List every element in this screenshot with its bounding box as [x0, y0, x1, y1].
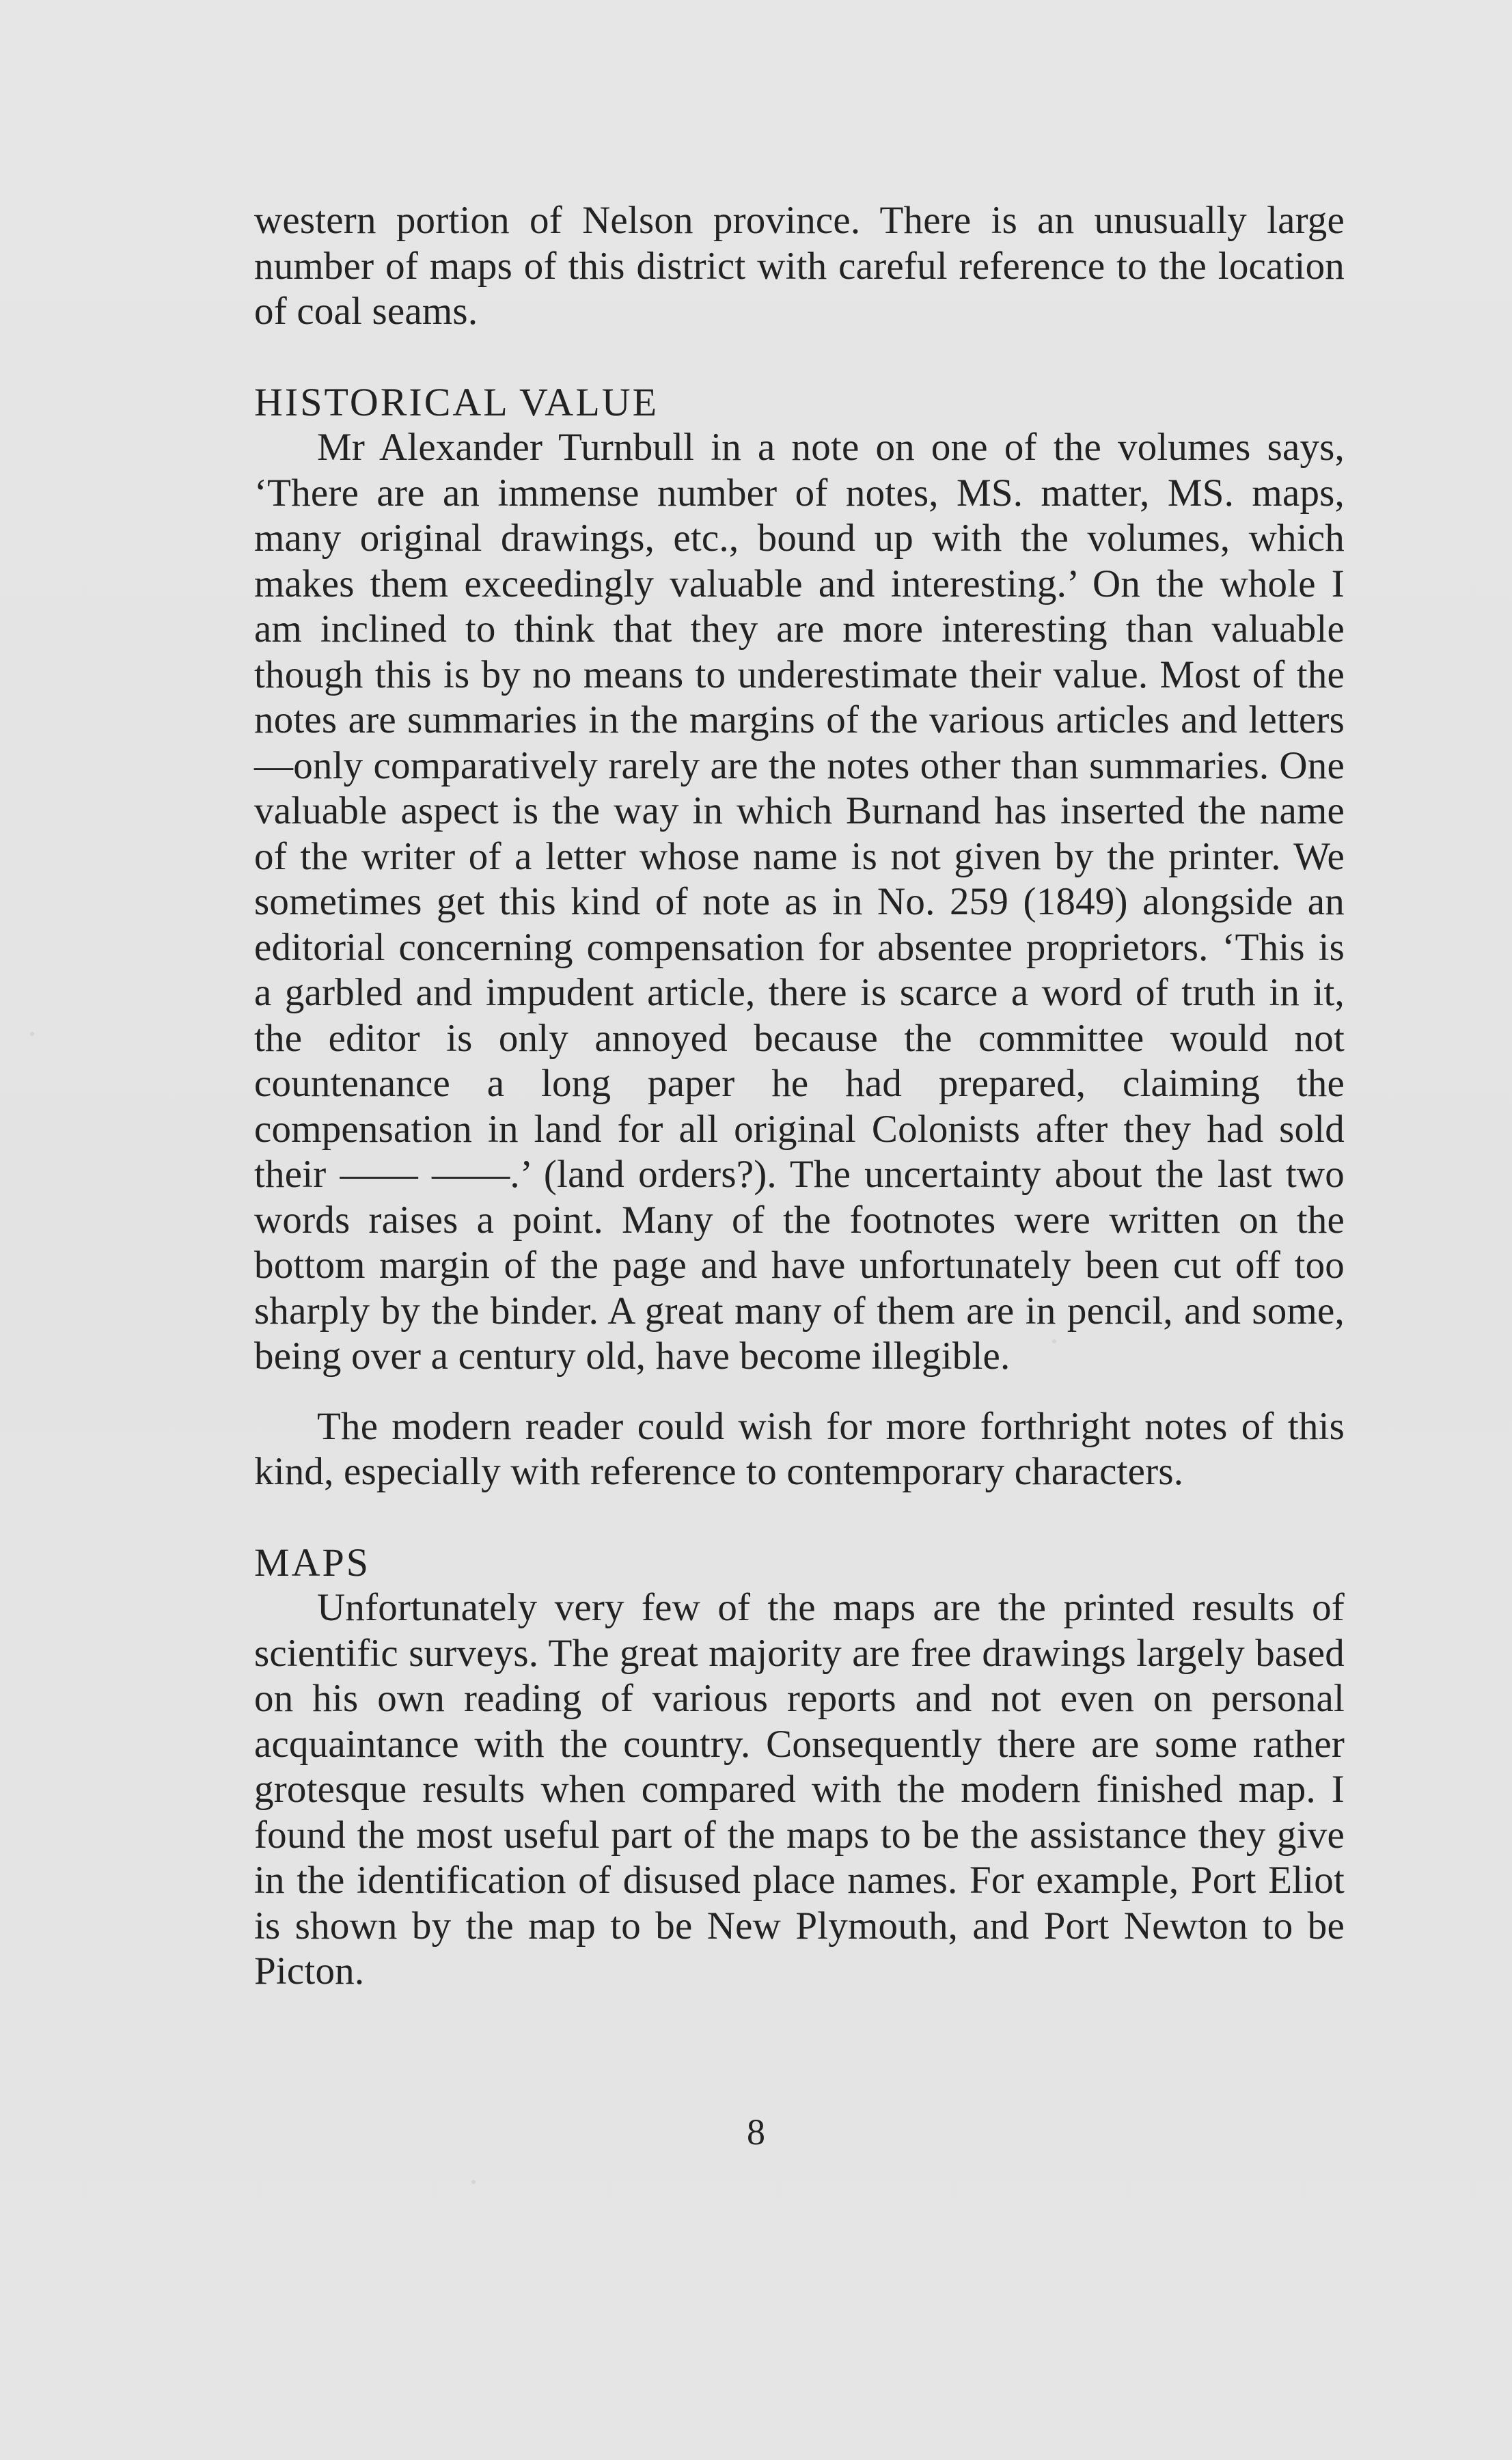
body-text: [254, 198, 1345, 1995]
intro-paragraph: western portion of Nelson province. There is an unusually large number of maps of this district with careful reference to the location of coal seams.: [254, 199, 1345, 333]
paper-speck: [30, 1032, 34, 1036]
section-heading-maps: MAPS: [254, 1540, 370, 1585]
historical-value-paragraph-2: The modern reader could wish for more forthright notes of this kind, especially with reference to contemporary characters.: [254, 1404, 1345, 1493]
maps-paragraph-1: Unfortunately very few of the maps are the printed results of scientific surveys. The great majority are free drawings largely based on his own reading of various reports and not even on personal acquaintance with the country. Consequently there are some rather grotesque results when compared with the modern finished map. I found the most useful part of the maps to be the assistance they give in the identification of disused place names. For example, Port Eliot is shown by the map to be New Plymouth, and Port Newton to be Picton.: [254, 1586, 1345, 1993]
section-heading-historical-value: HISTORICAL VALUE: [254, 379, 659, 424]
paper-speck: [471, 2180, 476, 2184]
historical-value-paragraph-1: Mr Alexander Turnbull in a note on one of the volumes says, ‘There are an immense number of notes, MS. matter, MS. maps, many original drawings, etc., bound up with the volumes, which makes them exceedingly valuable and interesting.’ On the whole I am inclined to think that they are more interesting than valuable though this is by no means to underestimate their value. Most of the notes are summaries in the margins of the various articles and letters—only comparatively rarely are the notes other than summaries. One valuable aspect is the way in which Burnand has inserted the name of the writer of a letter whose name is not given by the printer. We sometimes get this kind of note as in No. 259 (1849) alongside an editorial concerning compensation for absentee proprietors. ‘This is a garbled and impudent article, there is scarce a word of truth in it, the editor is only annoyed because the committee would not countenance a long paper he had prepared, claiming the compensation in land for all original Colonists after they had sold their —— ——.’ (land orders?). The uncertainty about the last two words raises a point. Many of the footnotes were written on the bottom margin of the page and have unfortunately been cut off too sharply by the binder. A great many of them are in pencil, and some, being over a century old, have become illegible.: [254, 426, 1345, 1378]
page-number: 8: [747, 2112, 765, 2152]
